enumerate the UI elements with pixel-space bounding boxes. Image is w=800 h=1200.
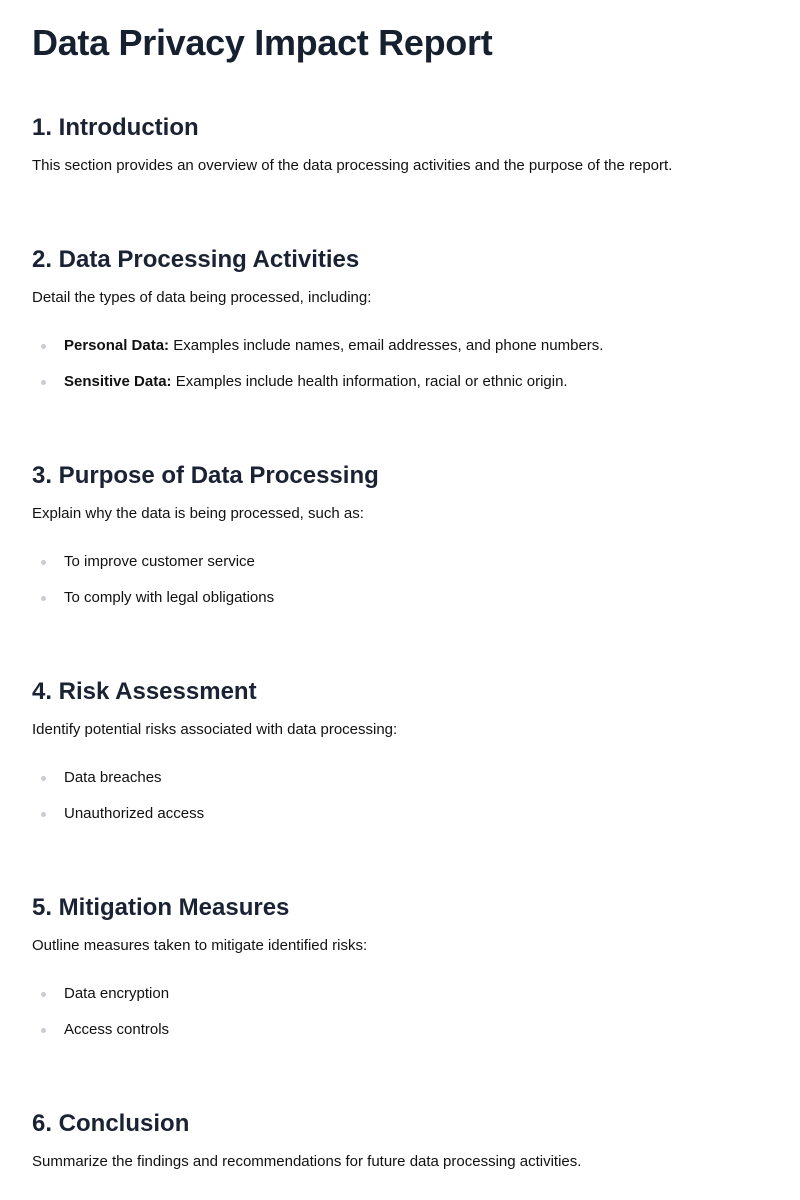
section-text: Summarize the findings and recommendations for future data processing activities. bbox=[32, 1153, 582, 1170]
section-text: Identify potential risks associated with data processing: bbox=[32, 721, 398, 738]
bullet-icon bbox=[41, 596, 46, 601]
section-mitigation-measures bbox=[32, 892, 768, 1038]
list-item bbox=[32, 586, 274, 622]
list-item-text: To comply with legal obligations bbox=[64, 589, 275, 606]
section-data-processing-activities bbox=[32, 244, 768, 390]
list-item bbox=[32, 334, 603, 370]
list-item-text: Examples include health information, racial or ethnic origin. bbox=[171, 373, 568, 390]
list-item-text: To improve customer service bbox=[64, 553, 255, 570]
section-introduction bbox=[32, 112, 768, 174]
list-item-label: Sensitive Data: bbox=[64, 373, 172, 390]
list-item bbox=[32, 802, 204, 838]
list-item-text: Data encryption bbox=[64, 985, 170, 1002]
list-item-text: Access controls bbox=[64, 1021, 170, 1038]
list-item bbox=[32, 982, 169, 1018]
list-item-text: Unauthorized access bbox=[64, 805, 205, 822]
bullet-list bbox=[32, 766, 204, 838]
bullet-list bbox=[32, 550, 274, 622]
bullet-icon bbox=[41, 560, 46, 565]
bullet-icon bbox=[41, 776, 46, 781]
list-item bbox=[32, 1018, 169, 1054]
bullet-icon bbox=[41, 380, 46, 385]
list-item-text: Data breaches bbox=[64, 769, 162, 786]
list-item bbox=[32, 766, 204, 802]
section-heading: 4. Risk Assessment bbox=[32, 678, 257, 705]
section-conclusion bbox=[32, 1108, 768, 1170]
list-item-label: Personal Data: bbox=[64, 337, 170, 354]
bullet-icon bbox=[41, 344, 46, 349]
section-text: This section provides an overview of the data processing activities and the purpose of the report. bbox=[32, 157, 673, 174]
section-heading: 2. Data Processing Activities bbox=[32, 246, 360, 273]
section-text: Detail the types of data being processed, including: bbox=[32, 289, 372, 306]
bullet-list bbox=[32, 334, 603, 406]
list-item bbox=[32, 550, 274, 586]
section-purpose bbox=[32, 460, 768, 606]
section-heading: 6. Conclusion bbox=[32, 1110, 190, 1137]
section-text: Outline measures taken to mitigate identified risks: bbox=[32, 937, 368, 954]
section-heading: 3. Purpose of Data Processing bbox=[32, 462, 379, 489]
document-title: Data Privacy Impact Report bbox=[32, 22, 493, 63]
list-item-text: Examples include names, email addresses, and phone numbers. bbox=[169, 337, 604, 354]
bullet-icon bbox=[41, 992, 46, 997]
section-heading: 5. Mitigation Measures bbox=[32, 894, 290, 921]
bullet-icon bbox=[41, 812, 46, 817]
section-risk-assessment bbox=[32, 676, 768, 822]
bullet-list bbox=[32, 982, 169, 1054]
section-text: Explain why the data is being processed, such as: bbox=[32, 505, 364, 522]
list-item bbox=[32, 370, 603, 406]
section-heading: 1. Introduction bbox=[32, 114, 199, 141]
bullet-icon bbox=[41, 1028, 46, 1033]
